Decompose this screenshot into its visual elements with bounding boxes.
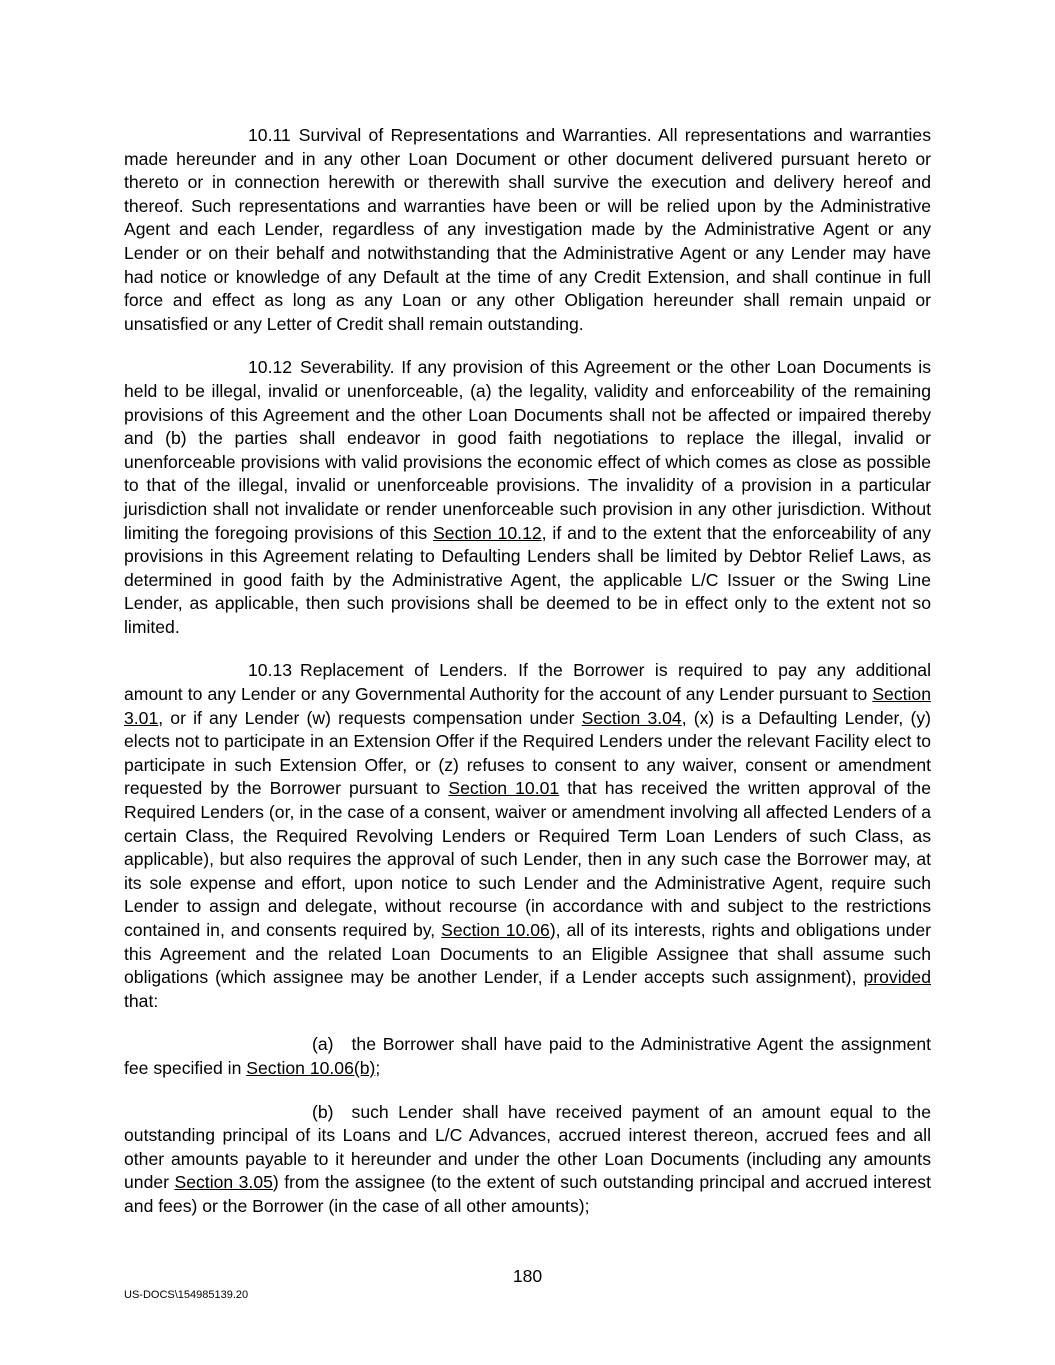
section-body: , if and to the extent that the enforceability of any provisions in this Agreement relating to Defaulting Lenders shall be limited by Debtor Relief Laws, as determined in good faith by the Administrative Agent, the applicable L/C Issuer or the Swing Line Lender, as applicable, then such provisions shall be deemed to be in effect only to the extent not so limited. [124,522,931,637]
cross-reference: Section 3.04 [581,707,682,728]
provided-term: provided [863,967,931,988]
cross-reference: Section 10.06(b) [246,1057,376,1078]
clause-body: such Lender shall have received payment of an amount equal to the outstanding principal of its Loans and L/C Advances, accrued interest thereon, accrued fees and all other amounts payable to it hereunder and under the other Loan Documents (including any amounts under [124,1101,931,1193]
section-10-12 [124,356,931,639]
cross-reference: Section 3.01 [124,684,931,728]
clause-a [124,1033,931,1080]
section-number: 10.11 [248,125,291,145]
section-body: If the Borrower is required to pay any additional amount to any Lender or any Governmental Authority for the account of any Lender pursuant to [124,660,931,705]
clause-body: ) from the assignee (to the extent of such outstanding principal and accrued interest and fees) or the Borrower (in the case of all other amounts); [124,1172,931,1216]
document-page [124,124,931,1239]
section-heading: Severability. [300,357,395,378]
section-number: 10.12 [248,357,293,378]
section-number: 10.13 [248,660,293,681]
document-id: US-DOCS\154985139.20 [124,1289,249,1301]
page-number: 180 [512,1266,543,1286]
section-10-13 [124,659,931,1013]
cross-reference: Section 10.01 [448,778,560,799]
clause-label: (b) [312,1101,334,1122]
clause-label: (a) [312,1034,334,1055]
cross-reference: Section 10.12 [433,522,542,543]
section-heading: Replacement of Lenders. [300,660,508,681]
section-heading: Survival of Representations and Warranties. [298,125,652,145]
clause-body: ; [375,1057,381,1078]
section-body: , or if any Lender (w) requests compensation under [158,707,582,728]
section-body: that has received the written approval of the Required Lenders (or, in the case of a consent, waiver or amendment involving all affected Lenders of a certain Class, the Required Revolving Lenders or Required Term Loan Lenders of such Class, as applicable), but also requires the approval of such Lender, then in any such case the Borrower may, at its sole expense and effort, upon notice to such Lender and the Administrative Agent, require such Lender to assign and delegate, without recourse (in accordance with and subject to the restrictions contained in, and consents required by, [124,778,932,940]
cross-reference: Section 3.05 [174,1172,273,1193]
section-body: If any provision of this Agreement or the other Loan Documents is held to be illegal, invalid or unenforceable, (a) the legality, validity and enforceability of the remaining provisions of this Agreement and the other Loan Documents shall not be affected or impaired thereby and (b) the parties shall endeavor in good faith negotiations to replace the illegal, invalid or unenforceable provisions with valid provisions the economic effect of which comes as close as possible to that of the illegal, invalid or unenforceable provisions. The invalidity of a provision in a particular jurisdiction shall not invalidate or render unenforceable such provision in any other jurisdiction. Without limiting the foregoing provisions of this [124,357,931,543]
section-10-11 [124,124,931,336]
section-body: that: [124,990,159,1011]
section-body: , (x) is a Defaulting Lender, (y) elects not to participate in an Extension Offer if the Required Lenders under the relevant Facility elect to participate in such Extension Offer, or (z) refuses to consent to any waiver, consent or amendment requested by the Borrower pursuant to [124,707,931,799]
clause-body: the Borrower shall have paid to the Administrative Agent the assignment fee specified in [124,1034,931,1078]
section-body: ), all of its interests, rights and obligations under this Agreement and the related Loan Documents to an Eligible Assignee that shall assume such obligations (which assignee may be another Lender, if a Lender accepts such assignment), [124,920,931,988]
clause-b [124,1101,931,1219]
section-body: All representations and warranties made hereunder and in any other Loan Document or other document delivered pursuant hereto or thereto or in connection herewith or therewith shall survive the execution and delivery hereof and thereof. Such representations and warranties have been or will be relied upon by the Administrative Agent and each Lender, regardless of any investigation made by the Administrative Agent or any Lender or on their behalf and notwithstanding that the Administrative Agent or any Lender may have had notice or knowledge of any Default at the time of any Credit Extension, and shall continue in full force and effect as long as any Loan or any other Obligation hereunder shall remain unpaid or unsatisfied or any Letter of Credit shall remain outstanding. [124,125,931,334]
cross-reference: Section 10.06 [441,920,550,940]
